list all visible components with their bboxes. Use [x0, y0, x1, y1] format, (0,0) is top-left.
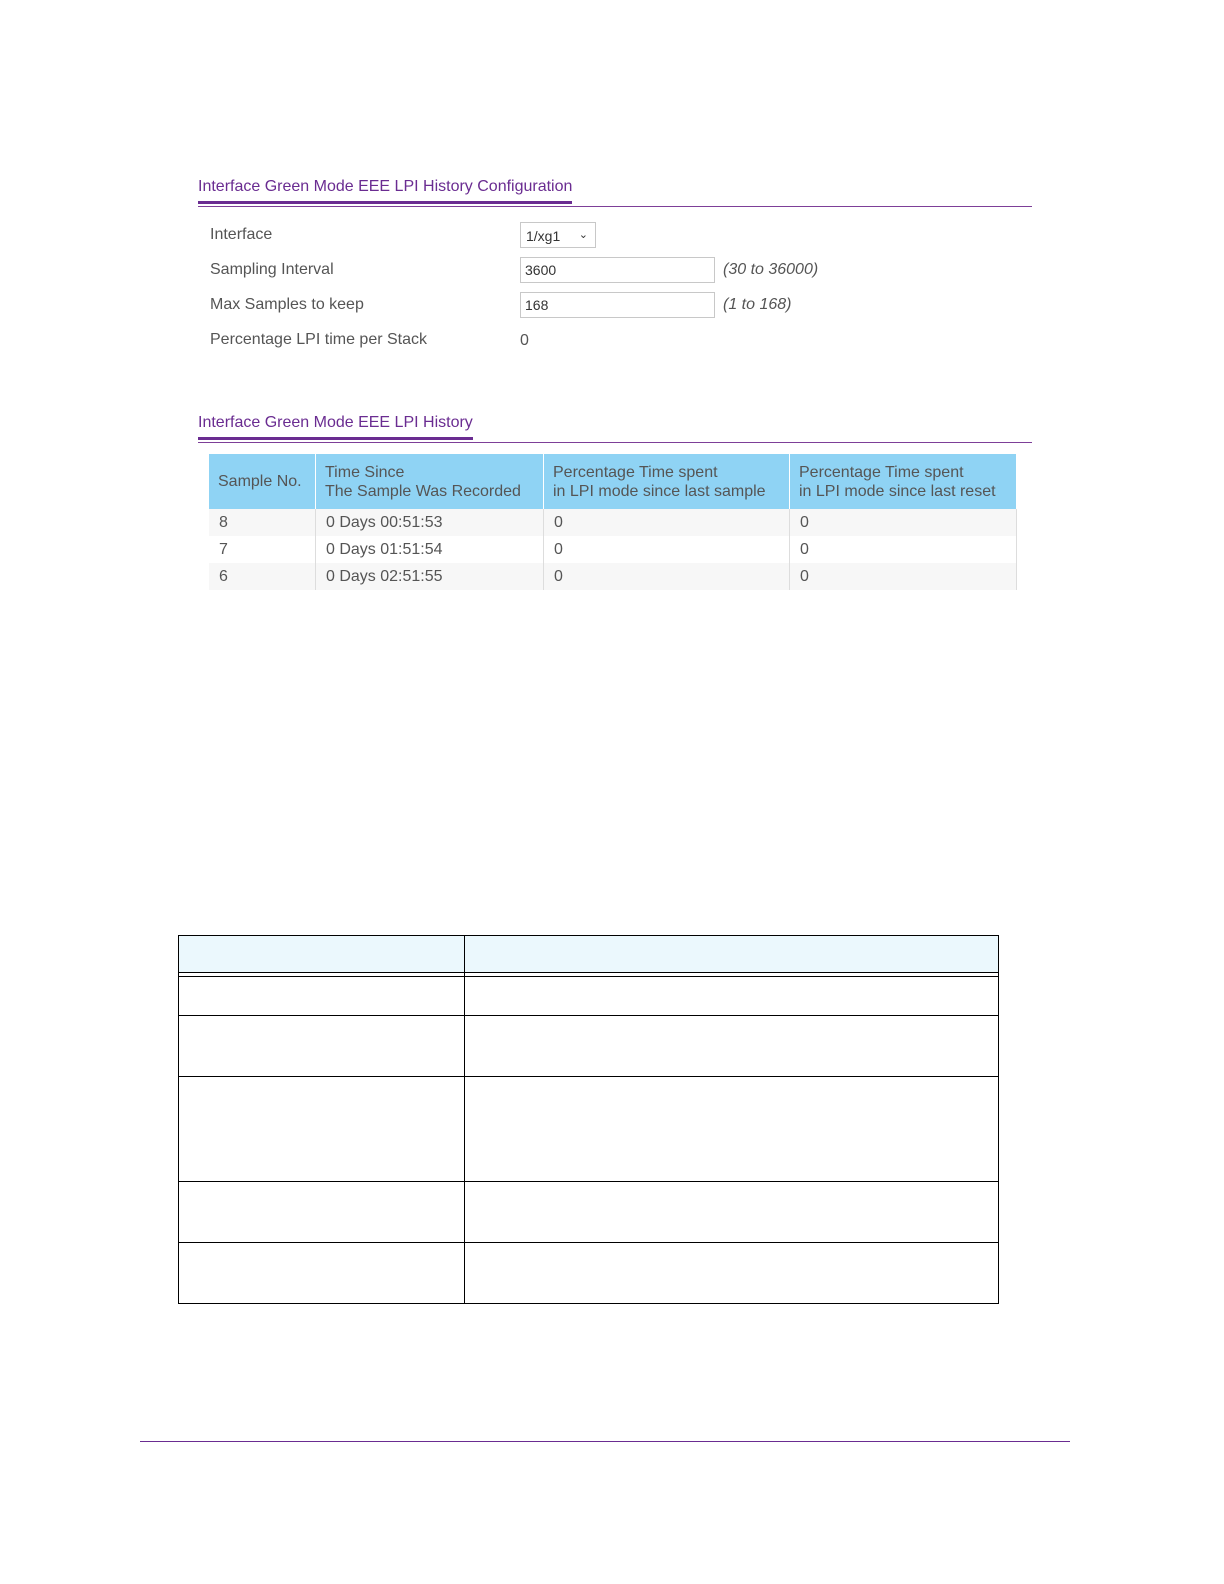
table-cell: 8 — [209, 509, 316, 536]
column-header-lpi-since-last-sample — [544, 454, 790, 509]
row-divider — [179, 1015, 998, 1016]
column-header-lpi-since-last-reset — [790, 454, 1017, 509]
chevron-down-icon: ⌄ — [578, 229, 588, 241]
row-divider — [179, 1181, 998, 1182]
sampling-interval-label: Sampling Interval — [210, 261, 334, 278]
table-cell: 0 — [544, 563, 790, 590]
column-header-text: Sample No. — [218, 473, 302, 490]
column-header-text: Percentage Time spent — [799, 463, 964, 481]
table-cell: 0 — [790, 509, 1017, 536]
row-divider — [179, 1076, 998, 1077]
table-cell: 0 — [790, 536, 1017, 563]
column-header-text: Time Since — [325, 463, 405, 481]
lpi-history-table — [209, 454, 1017, 590]
history-section-title: Interface Green Mode EEE LPI History — [198, 414, 473, 440]
table-cell: 7 — [209, 536, 316, 563]
interface-label: Interface — [210, 226, 273, 243]
field-description-table — [178, 935, 999, 1304]
interface-select-value: 1/xg1 — [526, 228, 561, 244]
sampling-interval-hint: (30 to 36000) — [723, 261, 819, 278]
table-cell: 0 — [544, 536, 790, 563]
table-divider — [179, 976, 998, 977]
table-row — [209, 509, 1017, 536]
max-samples-label: Max Samples to keep — [210, 296, 364, 313]
column-header-text: in LPI mode since last reset — [799, 482, 996, 500]
table-cell: 0 Days 02:51:55 — [316, 563, 544, 590]
column-divider — [464, 936, 465, 1303]
max-samples-hint: (1 to 168) — [723, 296, 792, 313]
config-section-title: Interface Green Mode EEE LPI History Configuration — [198, 178, 572, 204]
row-divider — [179, 1242, 998, 1243]
table-cell: 0 — [544, 509, 790, 536]
percentage-lpi-value: 0 — [520, 332, 529, 349]
table-cell: 0 Days 01:51:54 — [316, 536, 544, 563]
table-cell: 6 — [209, 563, 316, 590]
column-header-time-since — [316, 454, 544, 509]
table-cell: 0 Days 00:51:53 — [316, 509, 544, 536]
percentage-lpi-label: Percentage LPI time per Stack — [210, 331, 427, 348]
interface-select[interactable] — [520, 222, 596, 248]
history-section-header — [198, 414, 1032, 443]
sampling-interval-input[interactable] — [520, 257, 715, 283]
table-header-row — [209, 454, 1017, 509]
field-description-table-header — [179, 936, 998, 973]
config-section-header — [198, 178, 1032, 207]
column-header-text: Percentage Time spent — [553, 463, 718, 481]
max-samples-input[interactable] — [520, 292, 715, 318]
footer-rule — [140, 1441, 1070, 1442]
table-cell: 0 — [790, 563, 1017, 590]
table-row — [209, 536, 1017, 563]
table-row — [209, 563, 1017, 590]
column-header-sample-no — [209, 454, 316, 509]
column-header-text: in LPI mode since last sample — [553, 482, 766, 500]
column-header-text: The Sample Was Recorded — [325, 482, 521, 500]
